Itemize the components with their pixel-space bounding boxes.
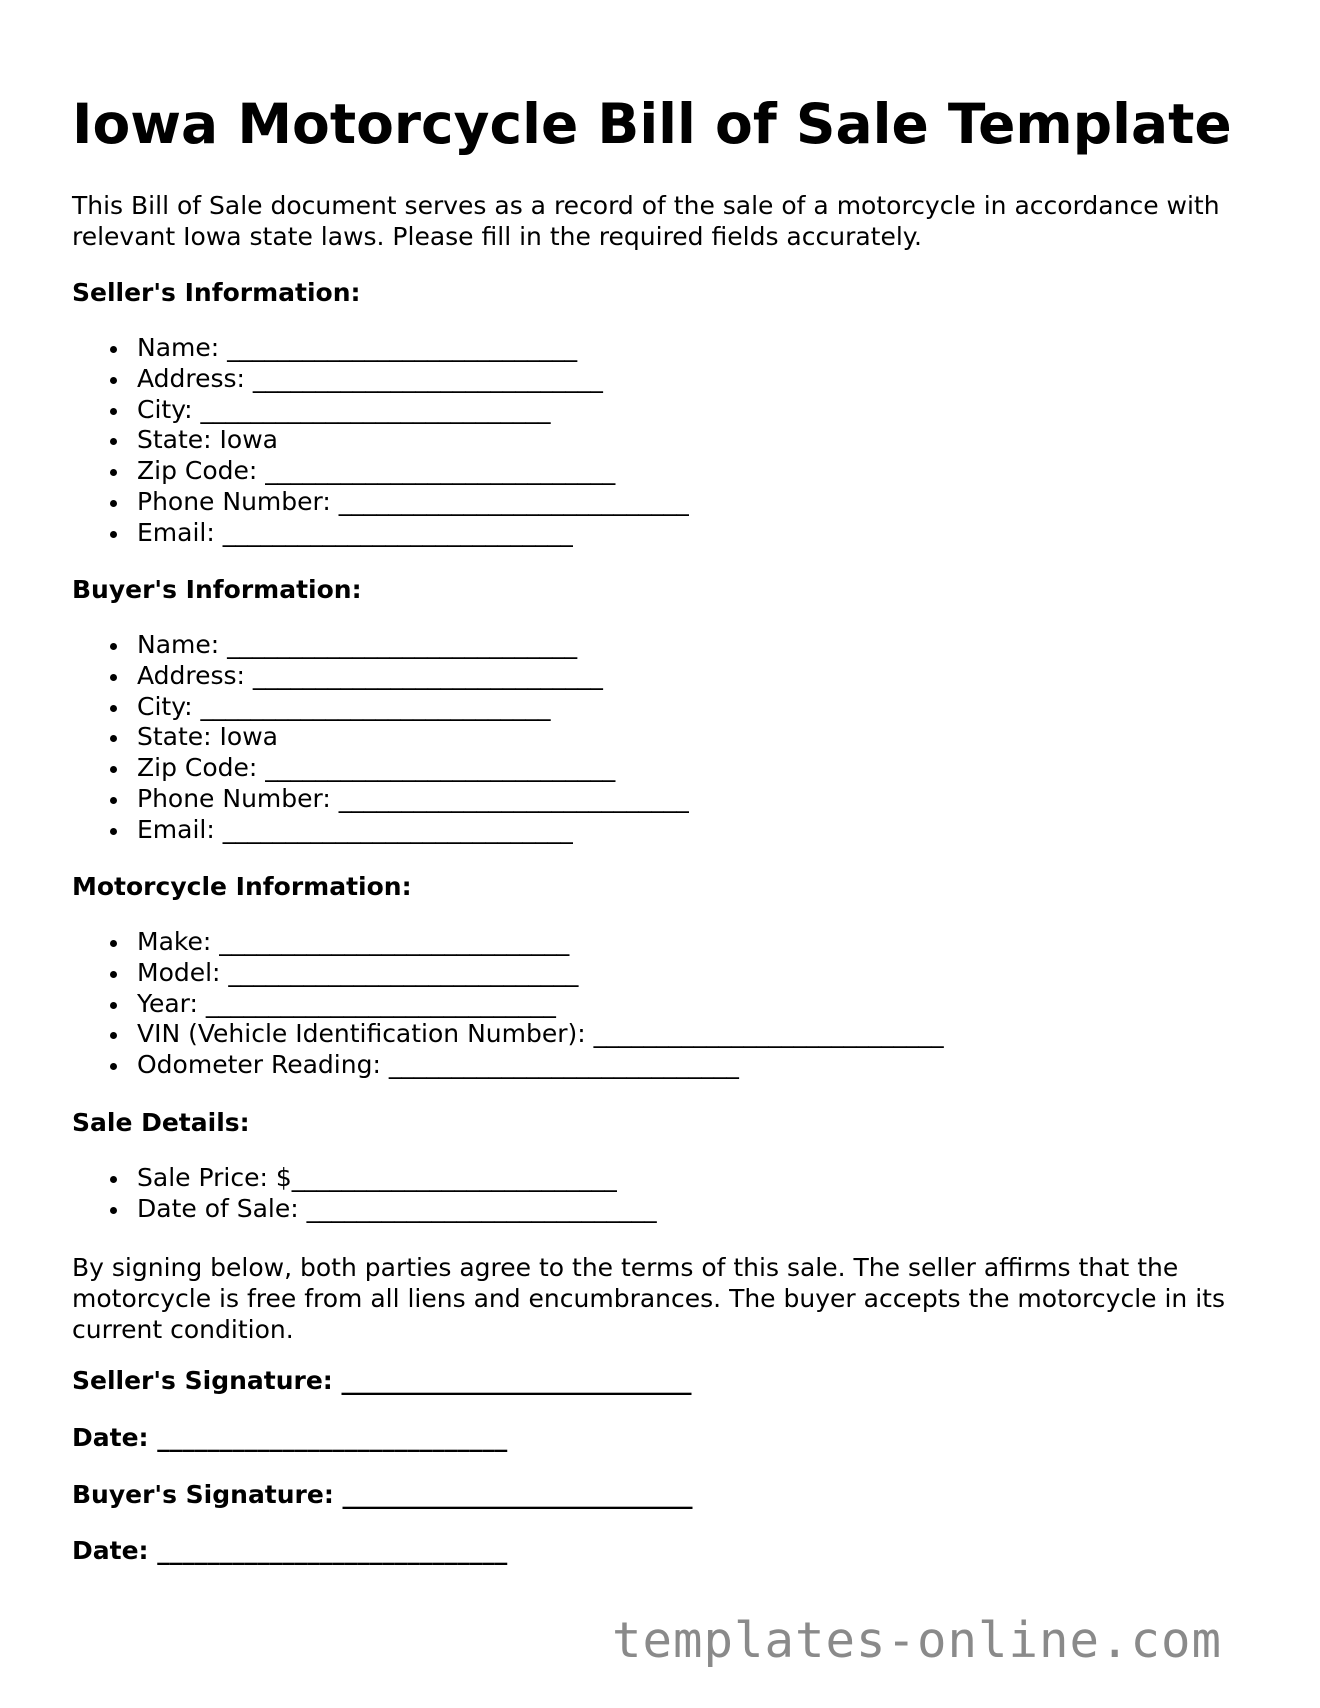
motorcycle-make-field: Make: ____________________________ [72, 927, 944, 958]
motorcycle-info-heading: Motorcycle Information: [72, 872, 412, 901]
motorcycle-info-list [72, 927, 944, 1081]
seller-zip-field: Zip Code: ____________________________ [72, 456, 689, 487]
intro-paragraph: This Bill of Sale document serves as a record of the sale of a motorcycle in accordance with relevant Iowa state laws. Please fill in the required fields accurately. [72, 191, 1220, 251]
closing-paragraph: By signing below, both parties agree to the terms of this sale. The seller affirms that the motorcycle is free from all liens and encumbrances. The buyer accepts the motorcycle in its current condition. [72, 1253, 1225, 1344]
sale-details-list [72, 1163, 657, 1225]
buyer-name-field: Name: ____________________________ [72, 630, 689, 661]
buyer-email-field: Email: ____________________________ [72, 815, 689, 846]
seller-date-line: Date: ____________________________ [72, 1423, 508, 1452]
watermark: templates-online.com [612, 1612, 1223, 1669]
buyer-zip-field: Zip Code: ____________________________ [72, 753, 689, 784]
buyer-info-heading: Buyer's Information: [72, 575, 362, 604]
seller-info-heading: Seller's Information: [72, 278, 361, 307]
sale-date-field: Date of Sale: ____________________________ [72, 1194, 657, 1225]
page-title: Iowa Motorcycle Bill of Sale Template [72, 92, 1232, 156]
sale-price-field: Sale Price: $__________________________ [72, 1163, 657, 1194]
buyer-address-field: Address: ____________________________ [72, 661, 689, 692]
motorcycle-vin-field: VIN (Vehicle Identification Number): ____________________________ [72, 1019, 944, 1050]
motorcycle-year-field: Year: ____________________________ [72, 989, 944, 1020]
buyer-info-list [72, 630, 689, 846]
seller-email-field: Email: ____________________________ [72, 518, 689, 549]
buyer-phone-field: Phone Number: ____________________________ [72, 784, 689, 815]
seller-address-field: Address: ____________________________ [72, 364, 689, 395]
seller-city-field: City: ____________________________ [72, 395, 689, 426]
seller-signature-line: Seller's Signature: ____________________________ [72, 1366, 692, 1395]
buyer-date-line: Date: ____________________________ [72, 1536, 508, 1565]
buyer-signature-line: Buyer's Signature: ____________________________ [72, 1480, 693, 1509]
buyer-state-field: State: Iowa [72, 722, 689, 753]
motorcycle-odometer-field: Odometer Reading: ____________________________ [72, 1050, 944, 1081]
seller-name-field: Name: ____________________________ [72, 333, 689, 364]
seller-state-field: State: Iowa [72, 425, 689, 456]
buyer-city-field: City: ____________________________ [72, 692, 689, 723]
seller-phone-field: Phone Number: ____________________________ [72, 487, 689, 518]
motorcycle-model-field: Model: ____________________________ [72, 958, 944, 989]
sale-details-heading: Sale Details: [72, 1108, 250, 1137]
seller-info-list [72, 333, 689, 549]
